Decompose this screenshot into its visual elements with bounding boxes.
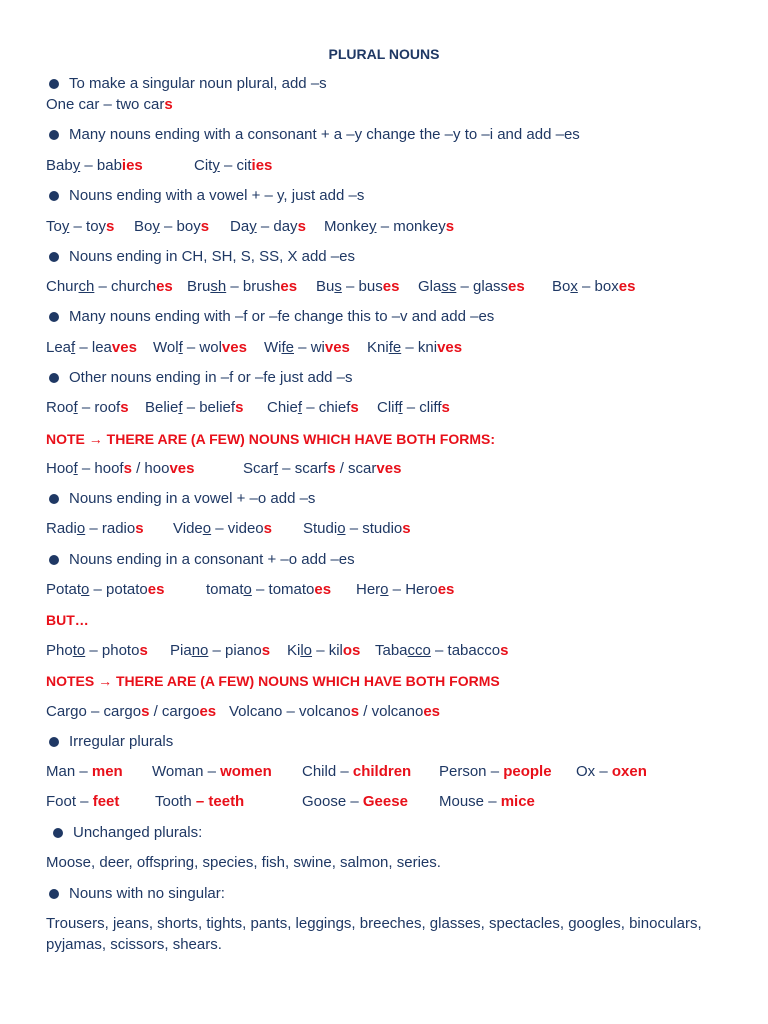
example-text: Pho bbox=[46, 642, 73, 659]
examples-f-fe-s bbox=[46, 398, 746, 418]
example-text: Woman – bbox=[152, 763, 221, 780]
rule-add-s: To make a singular noun plural, add –s bbox=[46, 74, 327, 94]
plural-suffix: s bbox=[263, 520, 272, 537]
plural-suffix: es bbox=[314, 581, 332, 598]
example-text: Man – bbox=[46, 763, 92, 780]
rule-irregular: Irregular plurals bbox=[46, 732, 173, 752]
example-text: – bab bbox=[80, 157, 122, 174]
example-text: – tomato bbox=[251, 581, 315, 598]
word-ending: f bbox=[178, 399, 183, 416]
but-heading: BUT… bbox=[46, 612, 89, 628]
plural-suffix: ves bbox=[221, 339, 247, 356]
bullet-icon bbox=[49, 79, 59, 89]
example-text: Belie bbox=[145, 399, 179, 416]
example-pair bbox=[418, 277, 525, 297]
word-ending: no bbox=[191, 642, 209, 659]
plural-suffix: es bbox=[199, 703, 217, 720]
example-text: Clif bbox=[377, 399, 399, 416]
example-pair bbox=[230, 217, 306, 237]
example-pair bbox=[152, 762, 272, 782]
example-pair bbox=[243, 459, 401, 479]
example-text: – box bbox=[577, 278, 619, 295]
plural-suffix: s bbox=[120, 399, 129, 416]
examples-irregular-1 bbox=[46, 762, 746, 782]
example-pair bbox=[375, 641, 508, 661]
example-text: Ox – bbox=[576, 763, 612, 780]
example-text: Monke bbox=[324, 218, 370, 235]
examples-ch-sh-s-ss-x bbox=[46, 277, 746, 297]
bullet-icon bbox=[49, 252, 59, 262]
word-ending: f bbox=[297, 399, 303, 416]
word-ending: x bbox=[570, 278, 578, 295]
example-text: – glass bbox=[456, 278, 509, 295]
example-text: – studio bbox=[345, 520, 403, 537]
example-text: Ki bbox=[287, 642, 301, 659]
plural-suffix: s bbox=[261, 642, 271, 659]
example-text: Scar bbox=[243, 460, 274, 477]
examples-consonant-o bbox=[46, 580, 746, 600]
example-text: Mouse – bbox=[439, 793, 501, 810]
example-text: – chief bbox=[302, 399, 351, 416]
example-text: Her bbox=[356, 581, 381, 598]
plural-suffix: oxen bbox=[611, 763, 647, 780]
plural-suffix: os bbox=[342, 642, 361, 659]
example-pair bbox=[439, 762, 552, 782]
examples-f-fe-ves bbox=[46, 338, 746, 358]
example-pair bbox=[173, 519, 272, 539]
plural-suffix: ves bbox=[169, 460, 195, 477]
plural-suffix: people bbox=[503, 763, 552, 780]
examples-no-singular-2: pyjamas, scissors, shears. bbox=[46, 936, 222, 953]
word-ending: f bbox=[178, 339, 183, 356]
example-text: Lea bbox=[46, 339, 72, 356]
plural-suffix: s bbox=[235, 399, 244, 416]
plural-suffix: feet bbox=[92, 793, 120, 810]
example-text: – cit bbox=[219, 157, 252, 174]
example-car: One car – two cars bbox=[46, 96, 173, 113]
rule-consonant-y: Many nouns ending with a consonant + a –y change the –y to –i and add –es bbox=[46, 125, 580, 145]
example-text: Wi bbox=[264, 339, 282, 356]
word-ending: to bbox=[72, 642, 86, 659]
word-ending: o bbox=[337, 520, 346, 537]
word-ending: fe bbox=[388, 339, 402, 356]
example-text: – monkey bbox=[376, 218, 446, 235]
example-pair bbox=[206, 580, 331, 600]
word-ending: cco bbox=[407, 642, 431, 659]
example-pair bbox=[229, 702, 440, 722]
example-text: Chie bbox=[267, 399, 298, 416]
bullet-icon bbox=[49, 312, 59, 322]
example-text: Tooth bbox=[155, 793, 196, 810]
word-ending: ss bbox=[441, 278, 457, 295]
plural-suffix: es bbox=[280, 278, 298, 295]
example-pair bbox=[324, 217, 454, 237]
example-pair bbox=[267, 398, 359, 418]
example-text: – photo bbox=[85, 642, 140, 659]
example-pair bbox=[46, 217, 114, 237]
word-ending: f bbox=[71, 339, 76, 356]
example-text: – piano bbox=[208, 642, 262, 659]
plural-suffix: mice bbox=[500, 793, 535, 810]
rule-vowel-o: Nouns ending in a vowel + –o add –s bbox=[46, 489, 315, 509]
example-text: Roo bbox=[46, 399, 74, 416]
example-text: Da bbox=[230, 218, 250, 235]
example-text: – video bbox=[211, 520, 264, 537]
plural-suffix: es bbox=[437, 581, 455, 598]
example-text: Gla bbox=[418, 278, 442, 295]
plural-suffix: ves bbox=[437, 339, 463, 356]
examples-irregular-2 bbox=[46, 792, 746, 812]
plural-suffix: ves bbox=[324, 339, 350, 356]
example-pair bbox=[155, 792, 244, 812]
example-text: – tabacco bbox=[430, 642, 501, 659]
examples-but bbox=[46, 641, 746, 661]
plural-suffix: s bbox=[200, 218, 210, 235]
plural-suffix: children bbox=[352, 763, 412, 780]
plural-suffix: – teeth bbox=[195, 793, 245, 810]
plural-suffix: s bbox=[350, 703, 360, 720]
rule-consonant-o: Nouns ending in a consonant + –o add –es bbox=[46, 550, 355, 570]
word-ending: y bbox=[212, 157, 220, 174]
word-ending: o bbox=[380, 581, 389, 598]
example-pair bbox=[552, 277, 635, 297]
plural-suffix: ves bbox=[376, 460, 402, 477]
example-text: – potato bbox=[89, 581, 148, 598]
example-pair bbox=[194, 156, 272, 176]
bullet-icon bbox=[49, 737, 59, 747]
word-ending: y bbox=[61, 218, 70, 235]
plural-suffix: es bbox=[618, 278, 636, 295]
example-pair bbox=[302, 762, 411, 782]
example-text: To bbox=[46, 218, 62, 235]
example-text: – wol bbox=[182, 339, 222, 356]
word-ending: lo bbox=[300, 642, 313, 659]
plural-suffix: s bbox=[441, 399, 450, 416]
example-pair bbox=[46, 519, 144, 539]
plural-suffix: s bbox=[327, 460, 336, 477]
example-text: Studi bbox=[303, 520, 338, 537]
bullet-icon bbox=[49, 494, 59, 504]
example-text: – scarf bbox=[278, 460, 328, 477]
word-ending: y bbox=[152, 218, 160, 235]
examples-vowel-o bbox=[46, 519, 746, 539]
example-pair bbox=[46, 398, 129, 418]
example-pair bbox=[576, 762, 647, 782]
example-pair bbox=[377, 398, 450, 418]
example-text: Hoo bbox=[46, 460, 74, 477]
example-text: Wol bbox=[153, 339, 179, 356]
plural-suffix: Geese bbox=[362, 793, 408, 810]
plural-suffix: s bbox=[350, 399, 359, 416]
example-text: – hoof bbox=[77, 460, 124, 477]
example-pair bbox=[46, 156, 143, 176]
example-text: Volcano – volcano bbox=[229, 703, 351, 720]
word-ending: sh bbox=[210, 278, 227, 295]
bullet-icon bbox=[49, 889, 59, 899]
plural-suffix: s bbox=[139, 642, 148, 659]
example-text: – roof bbox=[77, 399, 121, 416]
example-text: / hoo bbox=[131, 460, 170, 477]
example-text: – kni bbox=[401, 339, 438, 356]
example-text: – cliff bbox=[402, 399, 442, 416]
word-ending: f bbox=[73, 460, 78, 477]
example-text: – wi bbox=[294, 339, 325, 356]
example-pair bbox=[302, 792, 408, 812]
example-text: – brush bbox=[226, 278, 281, 295]
example-pair bbox=[303, 519, 411, 539]
rule-f-fe-s: Other nouns ending in –f or –fe just add –s bbox=[46, 368, 353, 388]
examples-both-forms bbox=[46, 459, 746, 479]
bullet-icon bbox=[49, 130, 59, 140]
plural-suffix: es bbox=[147, 581, 165, 598]
examples-notes-both-forms bbox=[46, 702, 746, 722]
bullet-icon bbox=[49, 555, 59, 565]
example-text: Bu bbox=[316, 278, 335, 295]
example-pair bbox=[46, 580, 164, 600]
examples-unchanged: Moose, deer, offspring, species, fish, swine, salmon, series. bbox=[46, 854, 441, 871]
bullet-icon bbox=[49, 191, 59, 201]
bullet-icon bbox=[49, 373, 59, 383]
example-text: / scar bbox=[335, 460, 377, 477]
plural-suffix: ies bbox=[251, 157, 273, 174]
plural-suffix: es bbox=[508, 278, 525, 295]
plural-suffix: s bbox=[123, 460, 132, 477]
example-text: Vide bbox=[173, 520, 203, 537]
example-pair bbox=[187, 277, 297, 297]
example-pair bbox=[439, 792, 535, 812]
example-pair bbox=[367, 338, 462, 358]
example-pair bbox=[153, 338, 247, 358]
examples-no-singular-1: Trousers, jeans, shorts, tights, pants, leggings, breeches, glasses, spectacles, googles, binoculars, bbox=[46, 915, 702, 932]
example-pair bbox=[264, 338, 350, 358]
word-ending: s bbox=[334, 278, 342, 295]
example-pair bbox=[145, 398, 243, 418]
example-text: tomat bbox=[206, 581, 244, 598]
example-pair bbox=[46, 277, 173, 297]
plural-suffix: s bbox=[141, 703, 150, 720]
example-text: – kil bbox=[312, 642, 343, 659]
example-pair bbox=[316, 277, 399, 297]
notes-both-forms: NOTES → THERE ARE (A FEW) NOUNS WHICH HAVE BOTH FORMS bbox=[46, 673, 500, 689]
rule-f-fe-ves: Many nouns ending with –f or –fe change this to –v and add –es bbox=[46, 307, 494, 327]
plural-suffix: es bbox=[382, 278, 400, 295]
word-ending: o bbox=[243, 581, 252, 598]
example-text: Taba bbox=[375, 642, 408, 659]
example-text: – church bbox=[94, 278, 157, 295]
example-pair bbox=[46, 702, 216, 722]
plural-suffix: ves bbox=[111, 339, 137, 356]
example-pair bbox=[46, 459, 194, 479]
example-text: Foot – bbox=[46, 793, 93, 810]
word-ending: o bbox=[202, 520, 212, 537]
plural-suffix: ies bbox=[121, 157, 143, 174]
plural-suffix: es bbox=[423, 703, 441, 720]
word-ending: ch bbox=[78, 278, 95, 295]
plural-suffix: women bbox=[220, 763, 272, 780]
example-text: Bo bbox=[134, 218, 153, 235]
example-text: Bo bbox=[552, 278, 571, 295]
word-ending: o bbox=[81, 581, 90, 598]
example-pair bbox=[170, 641, 270, 661]
word-ending: o bbox=[76, 520, 86, 537]
examples-vowel-y bbox=[46, 217, 746, 237]
example-text: – lea bbox=[75, 339, 112, 356]
example-text: – radio bbox=[85, 520, 136, 537]
plural-suffix: s bbox=[402, 520, 411, 537]
rule-unchanged: Unchanged plurals: bbox=[46, 823, 202, 843]
plural-suffix: s bbox=[297, 218, 306, 235]
example-pair bbox=[356, 580, 454, 600]
plural-suffix: s bbox=[445, 218, 455, 235]
example-text: Person – bbox=[439, 763, 504, 780]
word-ending: f bbox=[273, 460, 279, 477]
word-ending: y bbox=[249, 218, 257, 235]
example-pair bbox=[46, 641, 148, 661]
example-text: Pia bbox=[170, 642, 192, 659]
plural-suffix: es bbox=[156, 278, 173, 295]
example-text: Cit bbox=[194, 157, 213, 174]
example-text: Kni bbox=[367, 339, 389, 356]
example-text: – Hero bbox=[388, 581, 438, 598]
example-text: / volcano bbox=[359, 703, 424, 720]
example-pair bbox=[46, 762, 123, 782]
rule-vowel-y: Nouns ending with a vowel + – y, just add –s bbox=[46, 186, 364, 206]
rule-ch-sh-s-ss-x: Nouns ending in CH, SH, S, SS, X add –es bbox=[46, 247, 355, 267]
example-text: – belief bbox=[182, 399, 236, 416]
example-text: Chur bbox=[46, 278, 79, 295]
plural-suffix: s bbox=[106, 218, 115, 235]
example-pair bbox=[134, 217, 209, 237]
example-text: – bus bbox=[341, 278, 383, 295]
plural-suffix: s bbox=[135, 520, 144, 537]
example-text: Cargo – cargo bbox=[46, 703, 142, 720]
word-ending: f bbox=[398, 399, 403, 416]
example-text: Child – bbox=[302, 763, 353, 780]
bullet-icon bbox=[53, 828, 63, 838]
example-text: – boy bbox=[159, 218, 201, 235]
word-ending: y bbox=[369, 218, 377, 235]
page-title: PLURAL NOUNS bbox=[328, 46, 440, 62]
plural-suffix: men bbox=[91, 763, 123, 780]
example-pair bbox=[46, 792, 119, 812]
example-text: – toy bbox=[69, 218, 107, 235]
word-ending: f bbox=[73, 399, 78, 416]
rule-no-singular: Nouns with no singular: bbox=[46, 884, 225, 904]
word-ending: fe bbox=[281, 339, 295, 356]
example-text: Bru bbox=[187, 278, 211, 295]
note-both-forms: NOTE → THERE ARE (A FEW) NOUNS WHICH HAVE BOTH FORMS: bbox=[46, 431, 496, 447]
word-ending: y bbox=[72, 157, 81, 174]
example-text: Radi bbox=[46, 520, 77, 537]
example-text: / cargo bbox=[149, 703, 200, 720]
example-text: Bab bbox=[46, 157, 73, 174]
example-pair bbox=[287, 641, 360, 661]
example-text: Potat bbox=[46, 581, 82, 598]
example-text: – day bbox=[256, 218, 298, 235]
example-pair bbox=[46, 338, 137, 358]
plural-suffix: s bbox=[500, 642, 509, 659]
examples-consonant-y bbox=[46, 156, 746, 176]
example-text: Goose – bbox=[302, 793, 363, 810]
